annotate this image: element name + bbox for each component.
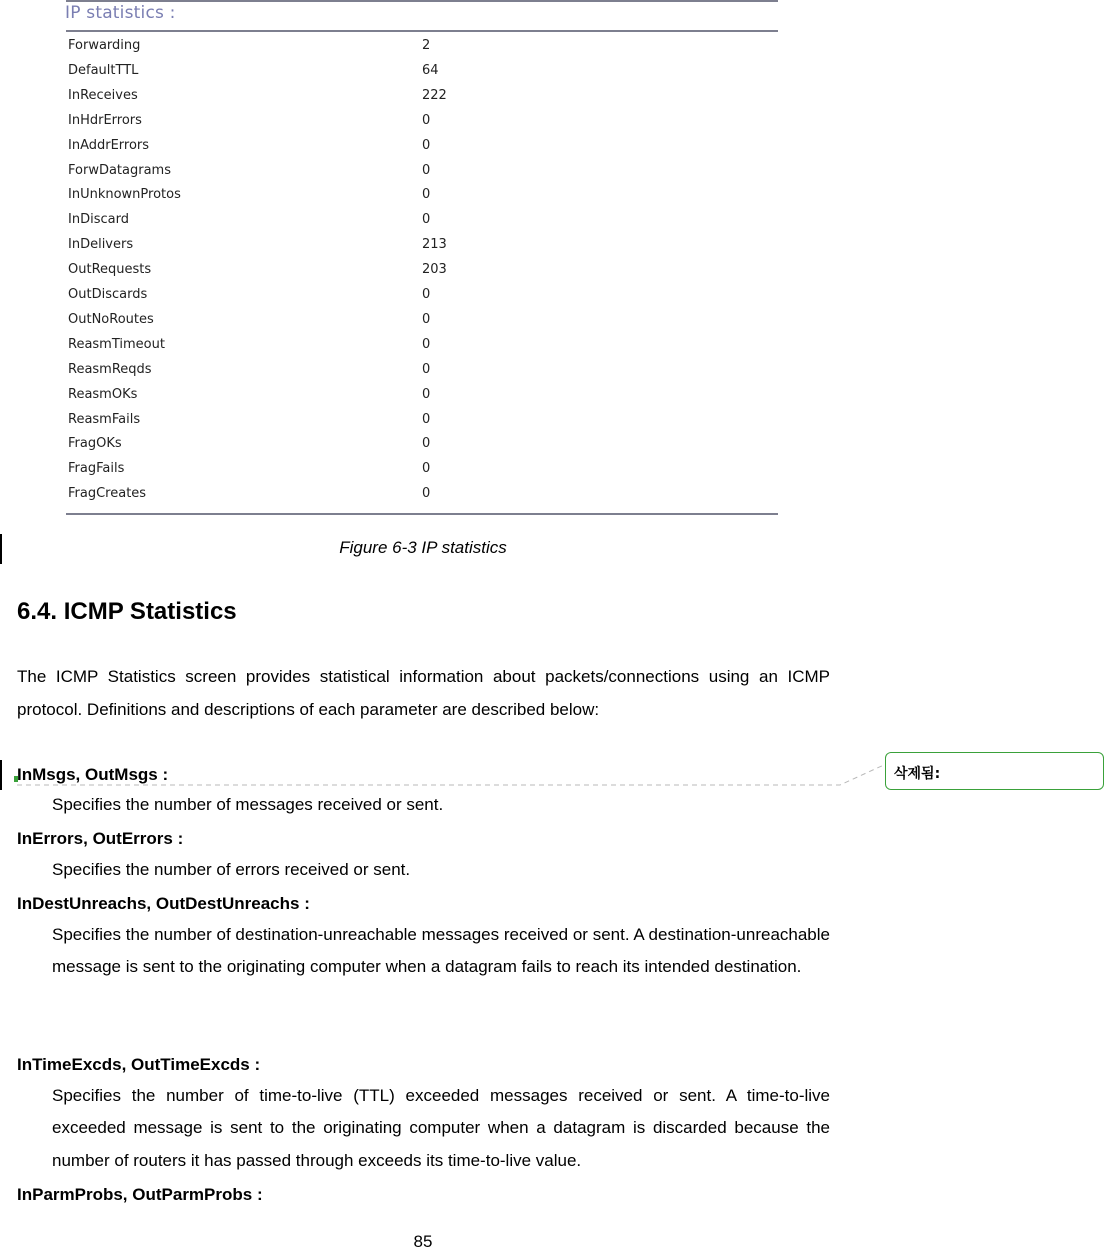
stat-name: FragOKs <box>68 436 122 452</box>
stat-row <box>60 63 780 87</box>
stat-row <box>60 436 780 460</box>
stat-row <box>60 262 780 286</box>
stat-row <box>60 337 780 361</box>
stat-name: FragFails <box>68 461 125 477</box>
figure-title: IP statistics : <box>65 3 176 23</box>
term-label: InParmProbs, OutParmProbs : <box>17 1185 263 1204</box>
stat-row <box>60 412 780 436</box>
comment-label: 삭제됨: <box>894 766 941 782</box>
stat-name: InUnknownProtos <box>68 187 181 203</box>
stat-value: 0 <box>422 162 431 178</box>
stat-value: 0 <box>422 137 431 153</box>
figure-header-rule <box>66 30 778 32</box>
stat-value: 213 <box>422 237 447 253</box>
stat-value: 203 <box>422 262 447 278</box>
stat-name: InHdrErrors <box>68 112 142 128</box>
stat-name: InDelivers <box>68 237 134 253</box>
term-label: InMsgs, OutMsgs : <box>17 765 169 784</box>
stat-value: 0 <box>422 336 431 352</box>
stat-value: 64 <box>422 62 439 78</box>
stat-value: 0 <box>422 486 431 502</box>
stat-name: OutNoRoutes <box>68 311 154 327</box>
change-bar <box>0 760 2 790</box>
stat-name: DefaultTTL <box>68 62 139 78</box>
stat-row <box>60 163 780 187</box>
term-description: Specifies the number of destination-unreachable messages received or sent. A destination-unreachable message is sent to the originating computer when a datagram fails to reach its intended destination. <box>52 925 830 977</box>
stat-value: 0 <box>422 411 431 427</box>
stat-value: 0 <box>422 436 431 452</box>
stat-name: OutRequests <box>68 262 152 278</box>
stat-name: InReceives <box>68 87 138 103</box>
stat-value: 0 <box>422 386 431 402</box>
section-intro: The ICMP Statistics screen provides statistical information about packets/connections using an ICMP protocol. Definitions and descriptions of each parameter are described below: <box>17 667 830 719</box>
comment-balloon[interactable] <box>885 752 1104 790</box>
stat-row <box>60 237 780 261</box>
stat-value: 0 <box>422 112 431 128</box>
stat-value: 0 <box>422 187 431 203</box>
stat-name: ReasmTimeout <box>68 336 165 352</box>
stat-row <box>60 88 780 112</box>
term-description: Specifies the number of time-to-live (TTL) exceeded messages received or sent. A time-to-live exceeded message is sent to the originating computer when a datagram is discarded because the number of routers it has passed through exceeds its time-to-live value. <box>52 1086 830 1170</box>
stat-row <box>60 461 780 485</box>
stat-row <box>60 212 780 236</box>
ip-statistics-figure <box>60 0 780 518</box>
stat-row <box>60 187 780 211</box>
stat-name: ForwDatagrams <box>68 162 171 178</box>
stat-value: 222 <box>422 87 447 103</box>
stat-name: InAddrErrors <box>68 137 150 153</box>
stat-name: ReasmFails <box>68 411 141 427</box>
stat-value: 0 <box>422 212 431 228</box>
term-description: Specifies the number of messages received or sent. <box>52 795 444 814</box>
term-label: InErrors, OutErrors : <box>17 829 184 848</box>
figure-caption: Figure 6-3 IP statistics <box>339 538 507 557</box>
stat-name: OutDiscards <box>68 287 148 302</box>
stat-value: 0 <box>422 361 431 377</box>
term-label: InDestUnreachs, OutDestUnreachs : <box>17 894 310 913</box>
section-heading: 6.4. ICMP Statistics <box>17 598 237 625</box>
page-number: 85 <box>413 1232 433 1251</box>
stat-row <box>60 287 780 311</box>
stat-row <box>60 312 780 336</box>
stat-name: FragCreates <box>68 486 147 502</box>
figure-top-rule <box>66 0 778 2</box>
term-description: Specifies the number of errors received or sent. <box>52 860 411 879</box>
stat-name: InDiscard <box>68 212 129 228</box>
stat-value: 2 <box>422 38 431 53</box>
stat-value: 0 <box>422 287 431 302</box>
stat-name: ReasmOKs <box>68 386 138 402</box>
stat-name: Forwarding <box>68 38 141 53</box>
stat-row <box>60 387 780 411</box>
stat-row <box>60 113 780 137</box>
stat-value: 0 <box>422 311 431 327</box>
figure-bottom-rule <box>66 513 778 515</box>
stat-row <box>60 486 780 510</box>
stat-value: 0 <box>422 461 431 477</box>
stat-row <box>60 362 780 386</box>
stat-name: ReasmReqds <box>68 361 152 377</box>
stat-row <box>60 38 780 62</box>
stat-row <box>60 138 780 162</box>
term-label: InTimeExcds, OutTimeExcds : <box>17 1055 261 1074</box>
